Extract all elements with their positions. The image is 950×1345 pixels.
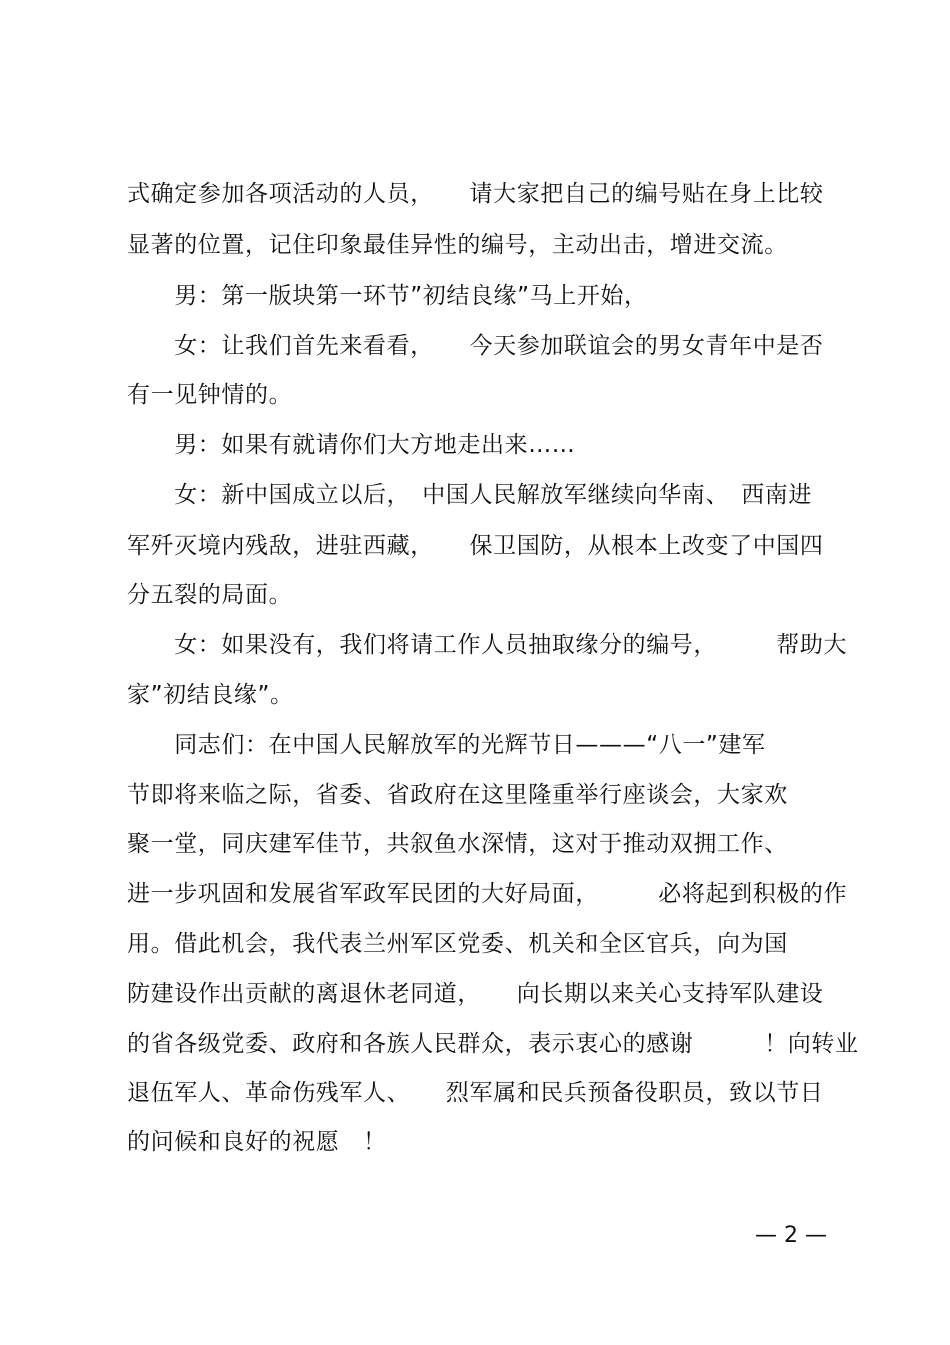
text-line: 的省各级党委、政府和各族人民群众，表示衷心的感谢 ！向转业 xyxy=(127,1031,859,1057)
text-line: 分五裂的局面。 xyxy=(127,582,293,608)
text-line: 女：让我们首先来看看， 今天参加联谊会的男女青年中是否 xyxy=(127,333,824,359)
text-line: 用。借此机会，我代表兰州军区党委、机关和全区官兵，向为国 xyxy=(127,931,788,957)
text-line: 进一步巩固和发展省军政军民团的大好局面， 必将起到积极的作 xyxy=(127,881,848,907)
text-line: 女：如果没有，我们将请工作人员抽取缘分的编号， 帮助大 xyxy=(127,632,848,658)
text-line: 退伍军人、革命伤残军人、 烈军属和民兵预备役职员，致以节日 xyxy=(127,1080,824,1106)
text-line: 的问候和良好的祝愿 ！ xyxy=(127,1129,387,1155)
text-line: 节即将来临之际，省委、省政府在这里隆重举行座谈会，大家欢 xyxy=(127,782,788,808)
text-line: 防建设作出贡献的离退休老同道， 向长期以来关心支持军队建设 xyxy=(127,981,824,1007)
text-line: 家”初结良缘”。 xyxy=(127,682,294,708)
text-line: 聚一堂，同庆建军佳节，共叙鱼水深情，这对于推动双拥工作、 xyxy=(127,831,788,857)
text-line: 军歼灭境内残敌，进驻西藏， 保卫国防，从根本上改变了中国四 xyxy=(127,533,824,559)
text-line: 女：新中国成立以后， 中国人民解放军继续向华南、 西南进 xyxy=(127,482,812,508)
text-line: 显著的位置，记住印象最佳异性的编号，主动出击，增进交流。 xyxy=(127,232,788,258)
page-number: — 2 — xyxy=(755,1223,827,1248)
text-line: 同志们：在中国人民解放军的光辉节日———“八一”建军 xyxy=(127,732,766,758)
text-line: 男：如果有就请你们大方地走出来…… xyxy=(127,432,576,458)
text-line: 有一见钟情的。 xyxy=(127,382,293,408)
text-line: 式确定参加各项活动的人员， 请大家把自己的编号贴在身上比较 xyxy=(127,181,824,207)
text-line: 男：第一版块第一环节”初结良缘”马上开始， xyxy=(127,283,648,309)
